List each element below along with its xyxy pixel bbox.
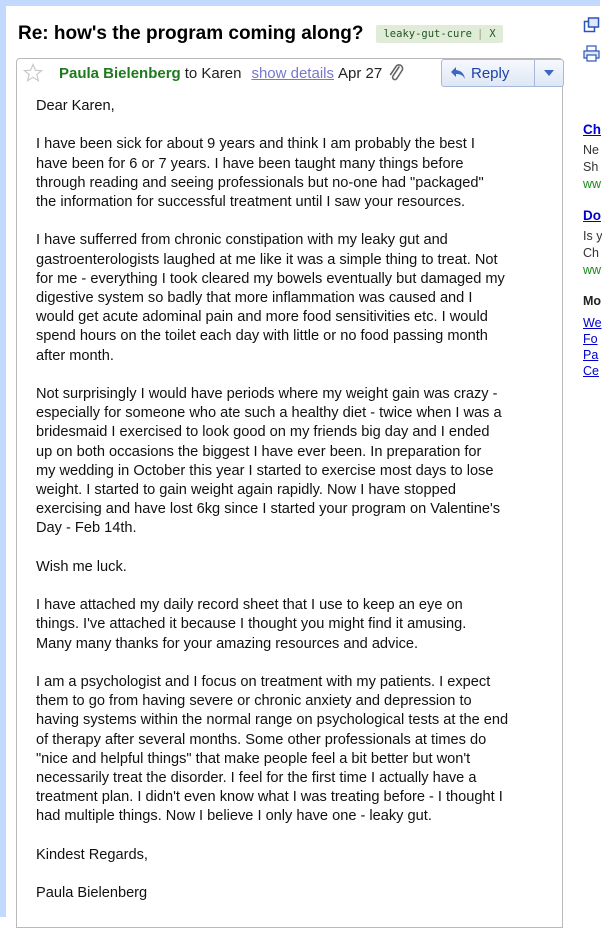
message-body [36, 97, 556, 923]
label-separator: | [477, 28, 484, 40]
body-paragraph: Not surprisingly I would have periods where my weight gain was crazy - especially for someone who ate such a healthy diet - twice when I was a bridesmaid I exercised to look good on my friends big day and I ended up on both occasions the biggest I have ever been. In preparation for my wedding in October this year I started to exercise most days to lose weight. I started to gain weight again rapidly. Now I have stopped exercising and have lost 6kg since I started your program on Valentine's Day - Feb 14th. [36, 386, 502, 537]
ad-2-line: Ch [583, 246, 599, 260]
more-link[interactable]: We [583, 316, 602, 330]
more-link[interactable]: Pa [583, 348, 599, 362]
right-panel [583, 0, 600, 917]
ad-2-line: Is y [583, 229, 602, 243]
reply-label[interactable]: Reply [471, 64, 510, 82]
sender-name[interactable]: Paula Bielenberg [59, 64, 181, 82]
ad-1-title[interactable]: Ch [583, 122, 601, 137]
reply-arrow-icon [450, 66, 466, 80]
more-link[interactable]: Fo [583, 332, 598, 346]
body-paragraph: Dear Karen, [36, 98, 115, 114]
reply-button[interactable] [442, 60, 535, 86]
more-link[interactable]: Ce [583, 364, 599, 378]
body-paragraph: Paula Bielenberg [36, 885, 148, 902]
star-icon[interactable] [23, 63, 43, 83]
message-date: Apr 27 [337, 64, 383, 82]
ad-1-line: Sh [583, 160, 599, 174]
top-strip [0, 0, 600, 6]
ad-1-line: Ne [583, 143, 599, 157]
label-chip[interactable] [376, 25, 502, 43]
body-paragraph: I have sufferred from chronic constipation with my leaky gut and gastroenterologists laughed at me like it was a simple thing to treat. Not for me - everything I took cleared my bowels eventually but damaged my digestive system so badly that more inflammation was caused and I would get acute adominal pain and more food sensitivities etc. I would spend hours on the toilet each day with little or no food passing month after month. [36, 232, 505, 364]
remove-label-button[interactable]: X [489, 28, 496, 40]
ad-2-url: ww [583, 263, 602, 277]
label-name[interactable]: leaky-gut-cure [383, 28, 472, 40]
paperclip-icon [388, 63, 404, 83]
ad-1-url: ww [583, 177, 602, 191]
ad-2-title[interactable]: Do [583, 208, 601, 223]
reply-button-group [441, 59, 564, 87]
new-window-icon[interactable] [583, 17, 600, 34]
body-paragraph: I have attached my daily record sheet that I use to keep an eye on things. I've attached it because I thought you might find it amusing. Many many thanks for your amazing resources and advice. [36, 597, 467, 652]
body-paragraph: I have been sick for about 9 years and think I am probably the best I have been for 6 or 7 years. I have been taught many things before through reading and seeing professionals but no-one had "packaged" the information for successful treatment until I saw your resources. [36, 136, 484, 210]
more-heading: Mo [583, 294, 602, 308]
recipient: to Karen [184, 64, 242, 82]
body-paragraph: Wish me luck. [36, 558, 127, 575]
thread-subject: Re: how's the program coming along? [18, 23, 364, 44]
message-card [16, 58, 563, 928]
body-paragraph: Kindest Regards, [36, 846, 148, 863]
left-edge [0, 6, 6, 917]
subject-row [18, 20, 503, 48]
more-reply-options-button[interactable] [535, 60, 563, 86]
body-paragraph: I am a psychologist and I focus on treatment with my patients. I expect them to go from having severe or chronic anxiety and depression to having systems within the normal range on psychological tests at the end of therapy after several months. Some other professionals at times do "nice and helpful things" that make people feel a bit better but won't necessarily treat the disorder. I feel for the first time I actually have a treatment plan. I didn't even know what I was treating before - I thought I had multiple things. Now I believe I only have one - leaky gut. [36, 674, 509, 825]
print-icon[interactable] [583, 45, 600, 62]
chevron-down-icon [544, 69, 554, 77]
show-details-link[interactable]: show details [251, 64, 334, 82]
